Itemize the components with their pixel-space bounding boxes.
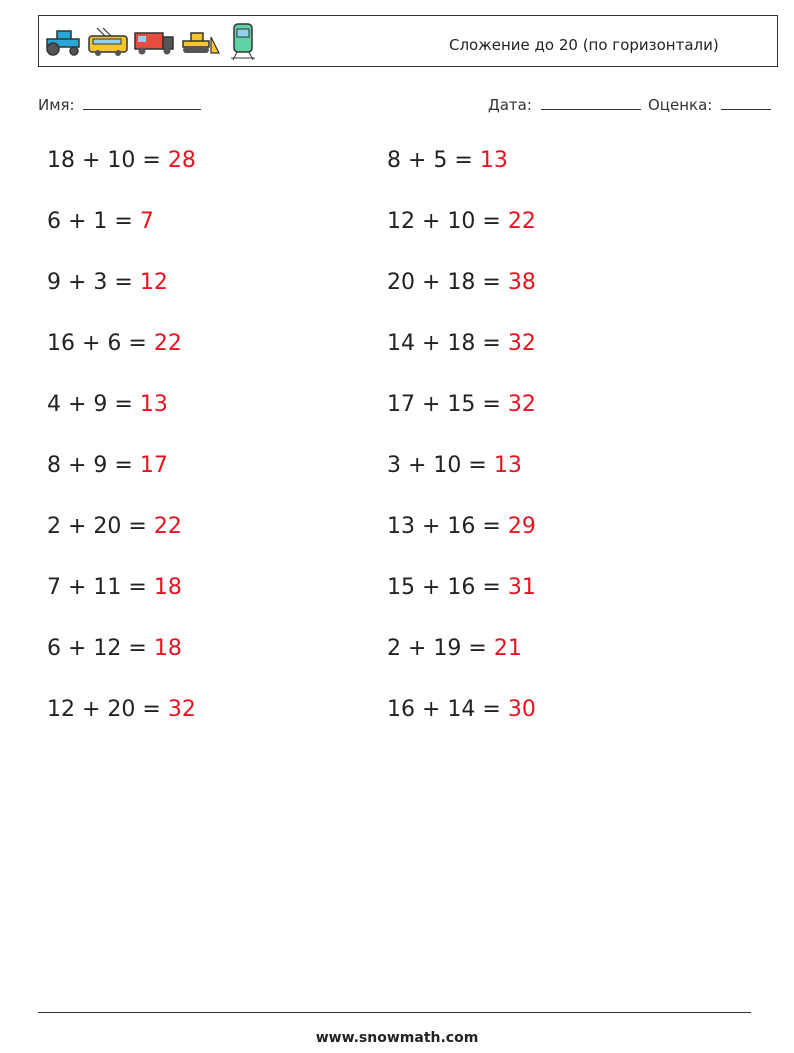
answer: 22 xyxy=(153,514,182,539)
name-blank[interactable] xyxy=(83,95,201,110)
problem: 13 + 16 = 29 xyxy=(387,514,536,539)
problem: 4 + 9 = 13 xyxy=(47,392,168,417)
answer: 7 xyxy=(139,209,154,234)
answer: 12 xyxy=(139,270,168,295)
answer: 31 xyxy=(507,575,536,600)
answer: 17 xyxy=(139,453,168,478)
answer: 32 xyxy=(507,331,536,356)
problem: 8 + 9 = 17 xyxy=(47,453,168,478)
trolleybus-icon xyxy=(87,26,129,58)
bulldozer-icon xyxy=(179,27,221,57)
answer: 30 xyxy=(507,697,536,722)
tractor-icon xyxy=(43,27,83,57)
problem: 16 + 6 = 22 xyxy=(47,331,182,356)
problem: 15 + 16 = 31 xyxy=(387,575,536,600)
answer: 22 xyxy=(507,209,536,234)
answer: 21 xyxy=(493,636,522,661)
date-field xyxy=(488,95,641,114)
tram-icon xyxy=(225,22,261,62)
name-field xyxy=(38,95,201,114)
footer-site-link[interactable]: www.snowmath.com xyxy=(315,1030,479,1046)
answer: 18 xyxy=(153,636,182,661)
answer: 28 xyxy=(167,148,196,173)
answer: 13 xyxy=(139,392,168,417)
date-blank[interactable] xyxy=(541,95,641,110)
problem: 9 + 3 = 12 xyxy=(47,270,168,295)
answer: 38 xyxy=(507,270,536,295)
score-label: Оценка: xyxy=(648,96,713,114)
problem: 20 + 18 = 38 xyxy=(387,270,536,295)
answer: 32 xyxy=(167,697,196,722)
problem: 14 + 18 = 32 xyxy=(387,331,536,356)
problem: 16 + 14 = 30 xyxy=(387,697,536,722)
date-label: Дата: xyxy=(488,96,532,114)
problem: 12 + 20 = 32 xyxy=(47,697,196,722)
answer: 13 xyxy=(479,148,508,173)
score-blank[interactable] xyxy=(721,95,771,110)
answer: 22 xyxy=(153,331,182,356)
problem: 12 + 10 = 22 xyxy=(387,209,536,234)
problem: 8 + 5 = 13 xyxy=(387,148,508,173)
problem: 2 + 20 = 22 xyxy=(47,514,182,539)
problem: 6 + 12 = 18 xyxy=(47,636,182,661)
truck-icon xyxy=(133,27,175,57)
problem: 2 + 19 = 21 xyxy=(387,636,522,661)
score-field xyxy=(648,95,771,114)
problem: 17 + 15 = 32 xyxy=(387,392,536,417)
worksheet-title: Сложение до 20 (по горизонтали) xyxy=(449,36,719,54)
name-label: Имя: xyxy=(38,96,75,114)
answer: 18 xyxy=(153,575,182,600)
problem: 7 + 11 = 18 xyxy=(47,575,182,600)
vehicle-icons xyxy=(43,22,261,62)
worksheet-header xyxy=(38,15,778,67)
answer: 32 xyxy=(507,392,536,417)
problem: 3 + 10 = 13 xyxy=(387,453,522,478)
problem: 6 + 1 = 7 xyxy=(47,209,154,234)
answer: 29 xyxy=(507,514,536,539)
problem: 18 + 10 = 28 xyxy=(47,148,196,173)
answer: 13 xyxy=(493,453,522,478)
footer-divider xyxy=(38,1012,751,1013)
